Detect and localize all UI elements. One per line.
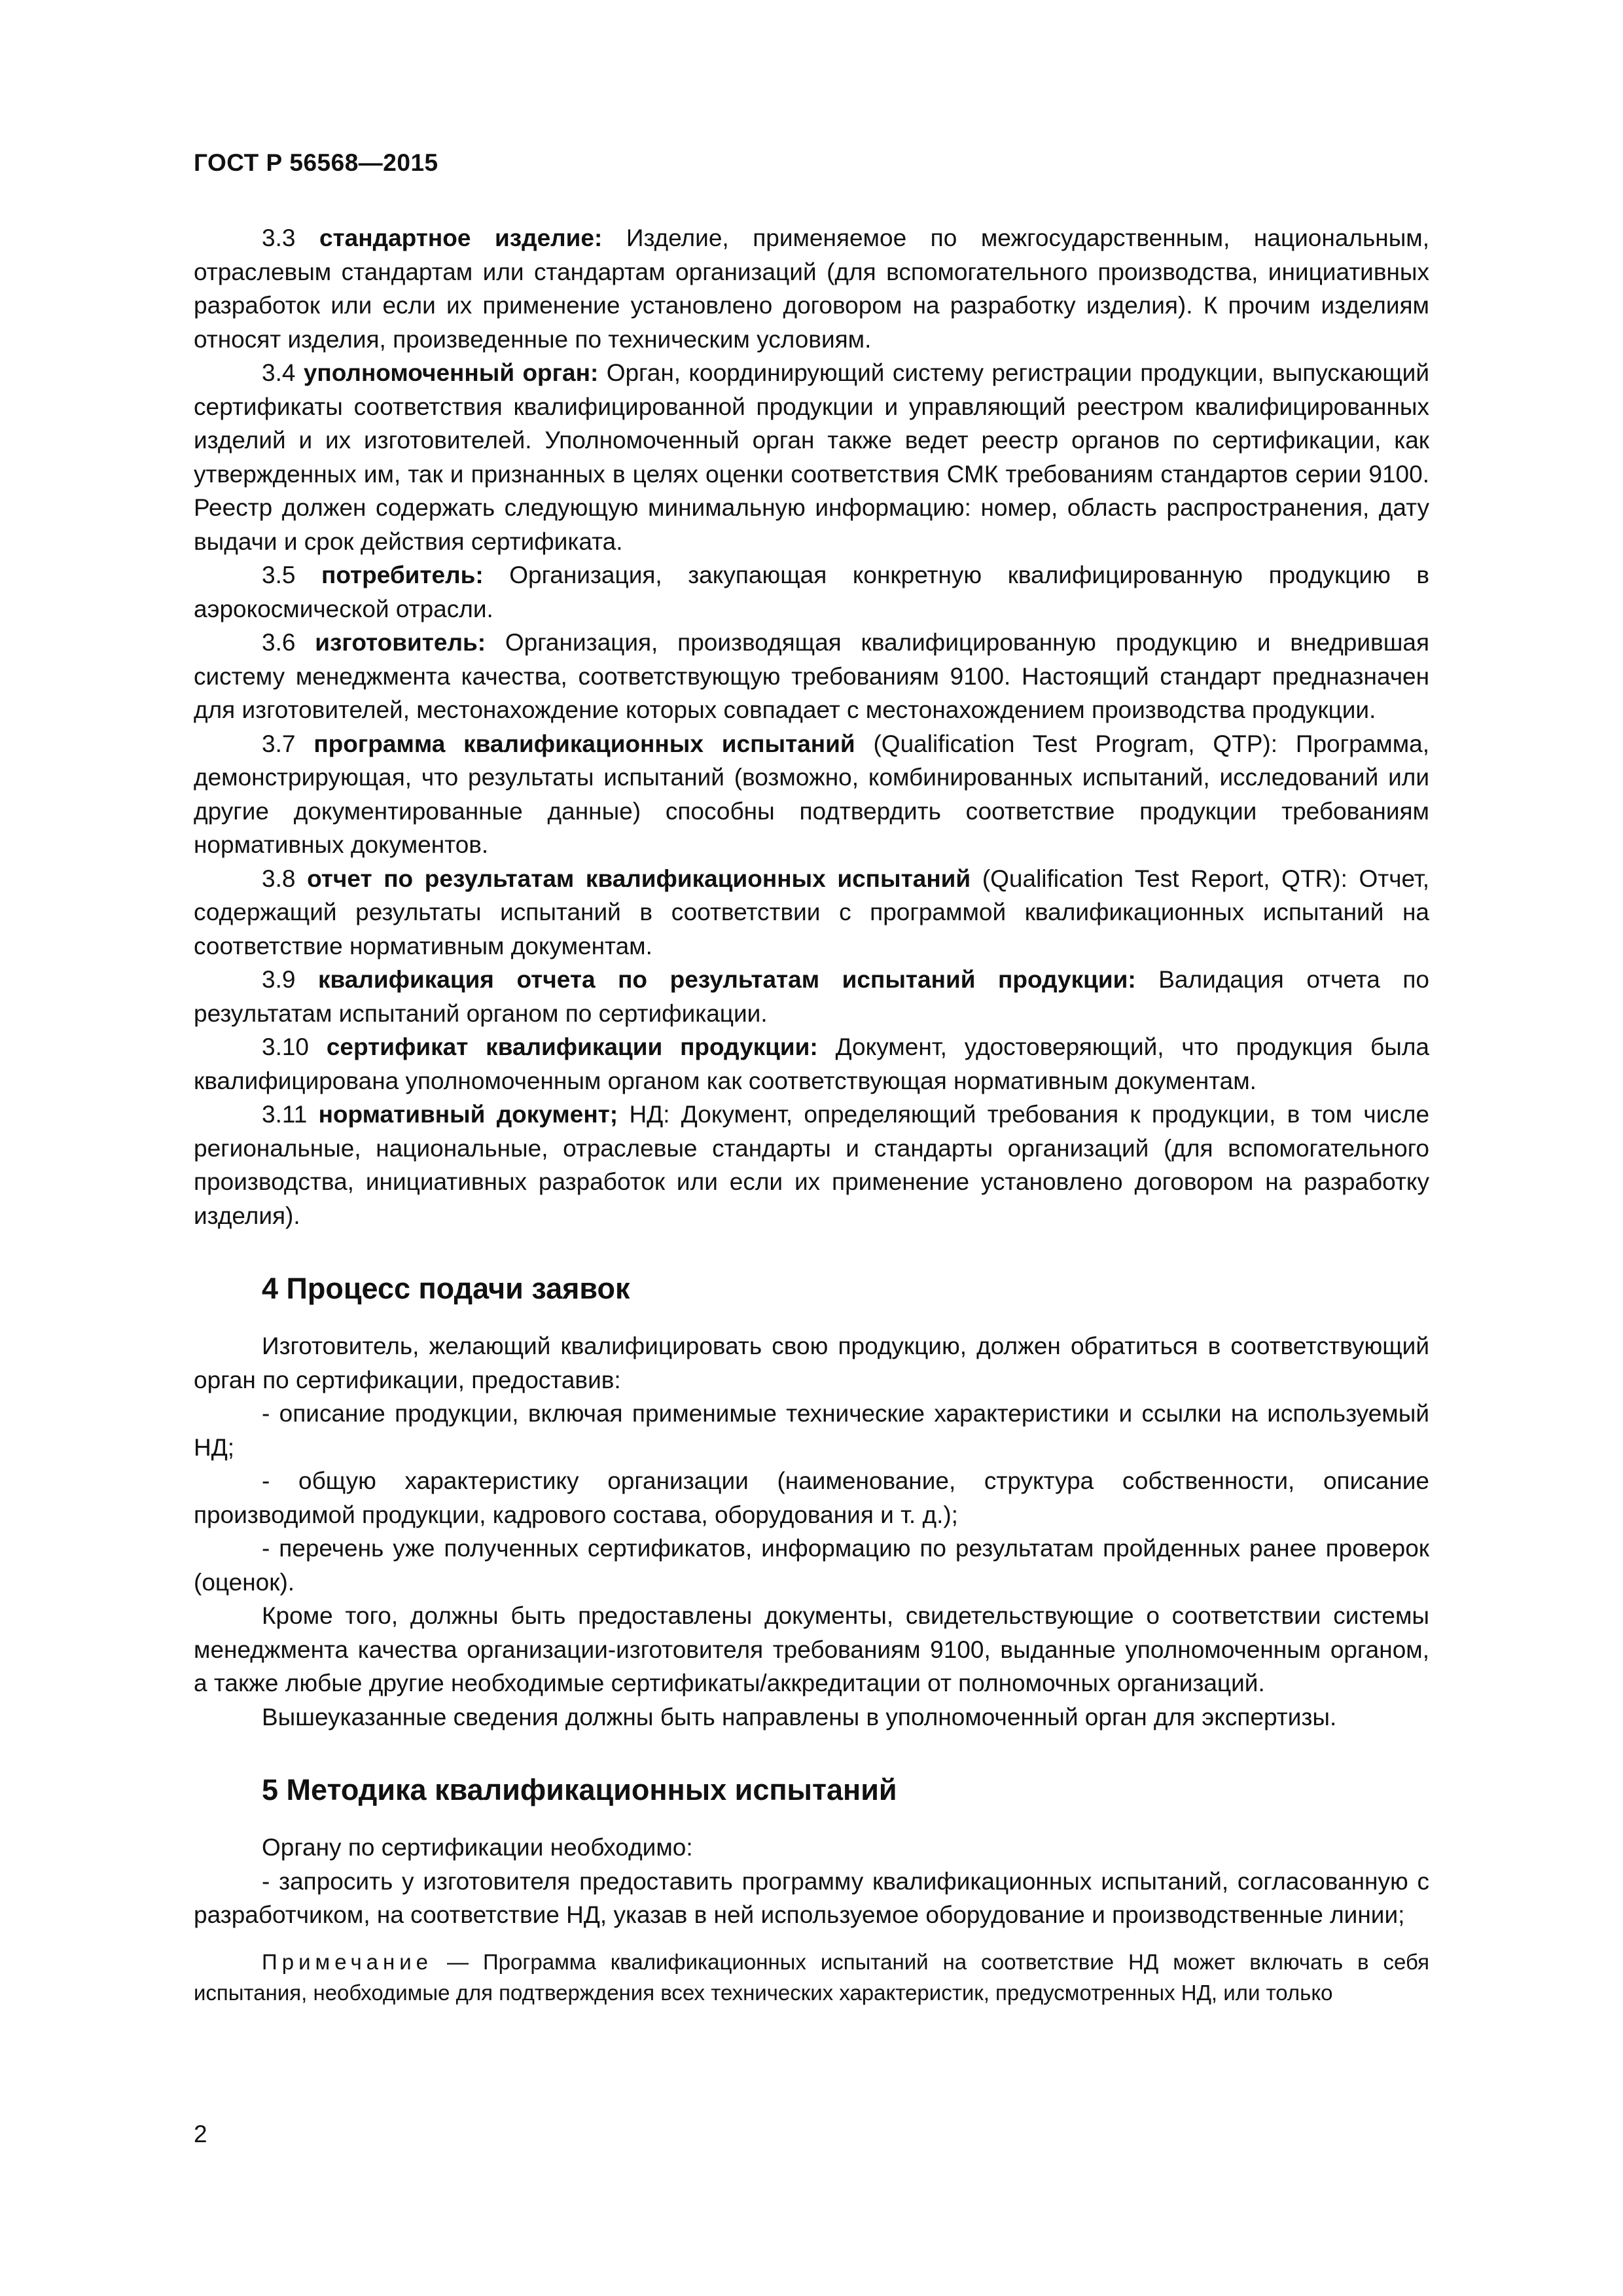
note-label: Примечание xyxy=(262,1949,433,1974)
definition-text: Орган, координирующий систему регистрации продукции, выпускающий сертификаты соответствия квалифицированной продукции и управляющий реестром квалифицированных изделий и их изготовителей. Уполномоченный орган также ведет реестр органов по сертификации, как утвержденных им, так и признанных в целях оценки соответствия СМК требованиям стандартов серии 9100. Реестр должен содержать следующую минимальную информацию: номер, область распространения, дату выдачи и срок действия сертификата. xyxy=(194,359,1430,555)
section-4-paragraph: Кроме того, должны быть предоставлены документы, свидетельствующие о соответствии системы менеджмента качества организации-изготовителя требованиям 9100, выданные уполномоченным органом, а также любые другие необходимые сертификаты/аккредитации от полномочных организаций. xyxy=(194,1602,1429,1696)
definition-text: (Qualification Test Program, QTP): Программа, демонстрирующая, что результаты испытаний (возможно, комбинированных испытаний, исследований или другие документированные данные) способны подтвердить соответствие продукции требованиям нормативных документов. xyxy=(194,730,1430,858)
section-4-paragraph: Вышеуказанные сведения должны быть направлены в уполномоченный орган для экспертизы. xyxy=(262,1703,1337,1731)
definition-3-6 xyxy=(194,626,1429,727)
note-text: — Программа квалификационных испытаний на соответствие НД может включать в себя испытания, необходимые для подтверждения всех технических характеристик, предусмотренных НД, или только xyxy=(194,1949,1429,2005)
definition-3-8 xyxy=(194,862,1429,963)
definition-3-11 xyxy=(194,1098,1429,1232)
page-content xyxy=(194,221,1429,2008)
definition-term: сертификат квалификации продукции: xyxy=(326,1033,818,1060)
section-5-intro: Органу по сертификации необходимо: xyxy=(262,1834,693,1861)
definition-term: программа квалификационных испытаний xyxy=(313,730,855,757)
definition-term: потребитель: xyxy=(321,562,484,588)
section-4-list-item: - описание продукции, включая применимые технические характеристики и ссылки на используемый НД; xyxy=(194,1400,1429,1461)
definition-text: Валидация отчета по результатам испытаний органом по сертификации. xyxy=(194,966,1429,1027)
definition-3-5 xyxy=(194,558,1429,626)
definition-text: Организация, закупающая конкретную квалифицированную продукцию в аэрокосмической отрасли. xyxy=(194,562,1430,622)
definition-term: нормативный документ; xyxy=(318,1101,618,1128)
definition-term: квалификация отчета по результатам испытаний продукции: xyxy=(318,966,1136,993)
definition-number: 3.6 xyxy=(262,629,296,656)
section-5-list-item: - запросить у изготовителя предоставить программу квалификационных испытаний, согласованную с разработчиком, на соответствие НД, указав в ней используемое оборудование и производственные линии; xyxy=(194,1867,1429,1928)
definition-3-9 xyxy=(194,963,1429,1030)
page-number: 2 xyxy=(194,2121,207,2147)
definition-3-3 xyxy=(194,221,1429,356)
note xyxy=(194,1946,1429,2008)
definition-text: Изделие, применяемое по межгосударственным, национальным, отраслевым стандартам или стандартам организаций (для вспомогательного производства, инициативных разработок или если их применение установлено договором на разработку изделия). К прочим изделиям относят изделия, произведенные по техническим условиям. xyxy=(194,224,1430,353)
section-5-heading: 5 Методика квалификационных испытаний xyxy=(262,1773,897,1806)
definition-term: стандартное изделие: xyxy=(319,224,603,251)
section-4-heading: 4 Процесс подачи заявок xyxy=(262,1272,630,1305)
definition-text: НД: Документ, определяющий требования к продукции, в том числе региональные, национальные, отраслевые стандарты и стандарты организаций (для вспомогательного производства, инициативных разработок или если их применение установлено договором на разработку изделия). xyxy=(194,1101,1430,1229)
section-4-intro: Изготовитель, желающий квалифицировать свою продукцию, должен обратиться в соответствующий орган по сертификации, предоставив: xyxy=(194,1333,1429,1393)
document-code-header: ГОСТ Р 56568—2015 xyxy=(194,149,438,176)
definition-number: 3.11 xyxy=(262,1101,308,1128)
definition-text: Документ, удостоверяющий, что продукция была квалифицирована уполномоченным органом как соответствующая нормативным документам. xyxy=(194,1033,1429,1094)
definition-number: 3.3 xyxy=(262,224,296,251)
definition-text: (Qualification Test Report, QTR): Отчет, содержащий результаты испытаний в соответствии с программой квалификационных испытаний на соответствие нормативным документам. xyxy=(194,865,1429,960)
definition-number: 3.7 xyxy=(262,730,296,757)
definition-3-4 xyxy=(194,356,1429,558)
definition-number: 3.10 xyxy=(262,1033,310,1060)
section-4-list-item: - общую характеристику организации (наименование, структура собственности, описание производимой продукции, кадрового состава, оборудования и т. д.); xyxy=(194,1467,1429,1528)
section-4-list-item: - перечень уже полученных сертификатов, информацию по результатам пройденных ранее проверок (оценок). xyxy=(194,1535,1429,1596)
definition-term: уполномоченный орган: xyxy=(303,359,599,386)
definition-number: 3.8 xyxy=(262,865,296,892)
definition-3-7 xyxy=(194,727,1429,862)
definition-3-10 xyxy=(194,1030,1429,1098)
definition-term: изготовитель: xyxy=(315,629,486,656)
definition-term: отчет по результатам квалификационных испытаний xyxy=(307,865,971,892)
definition-text: Организация, производящая квалифицированную продукцию и внедрившая систему менеджмента качества, соответствующую требованиям 9100. Настоящий стандарт предназначен для изготовителей, местонахождение которых совпадает с местонахождением производства продукции. xyxy=(194,629,1429,723)
definition-number: 3.4 xyxy=(262,359,296,386)
definition-number: 3.9 xyxy=(262,966,296,993)
definition-number: 3.5 xyxy=(262,562,296,588)
